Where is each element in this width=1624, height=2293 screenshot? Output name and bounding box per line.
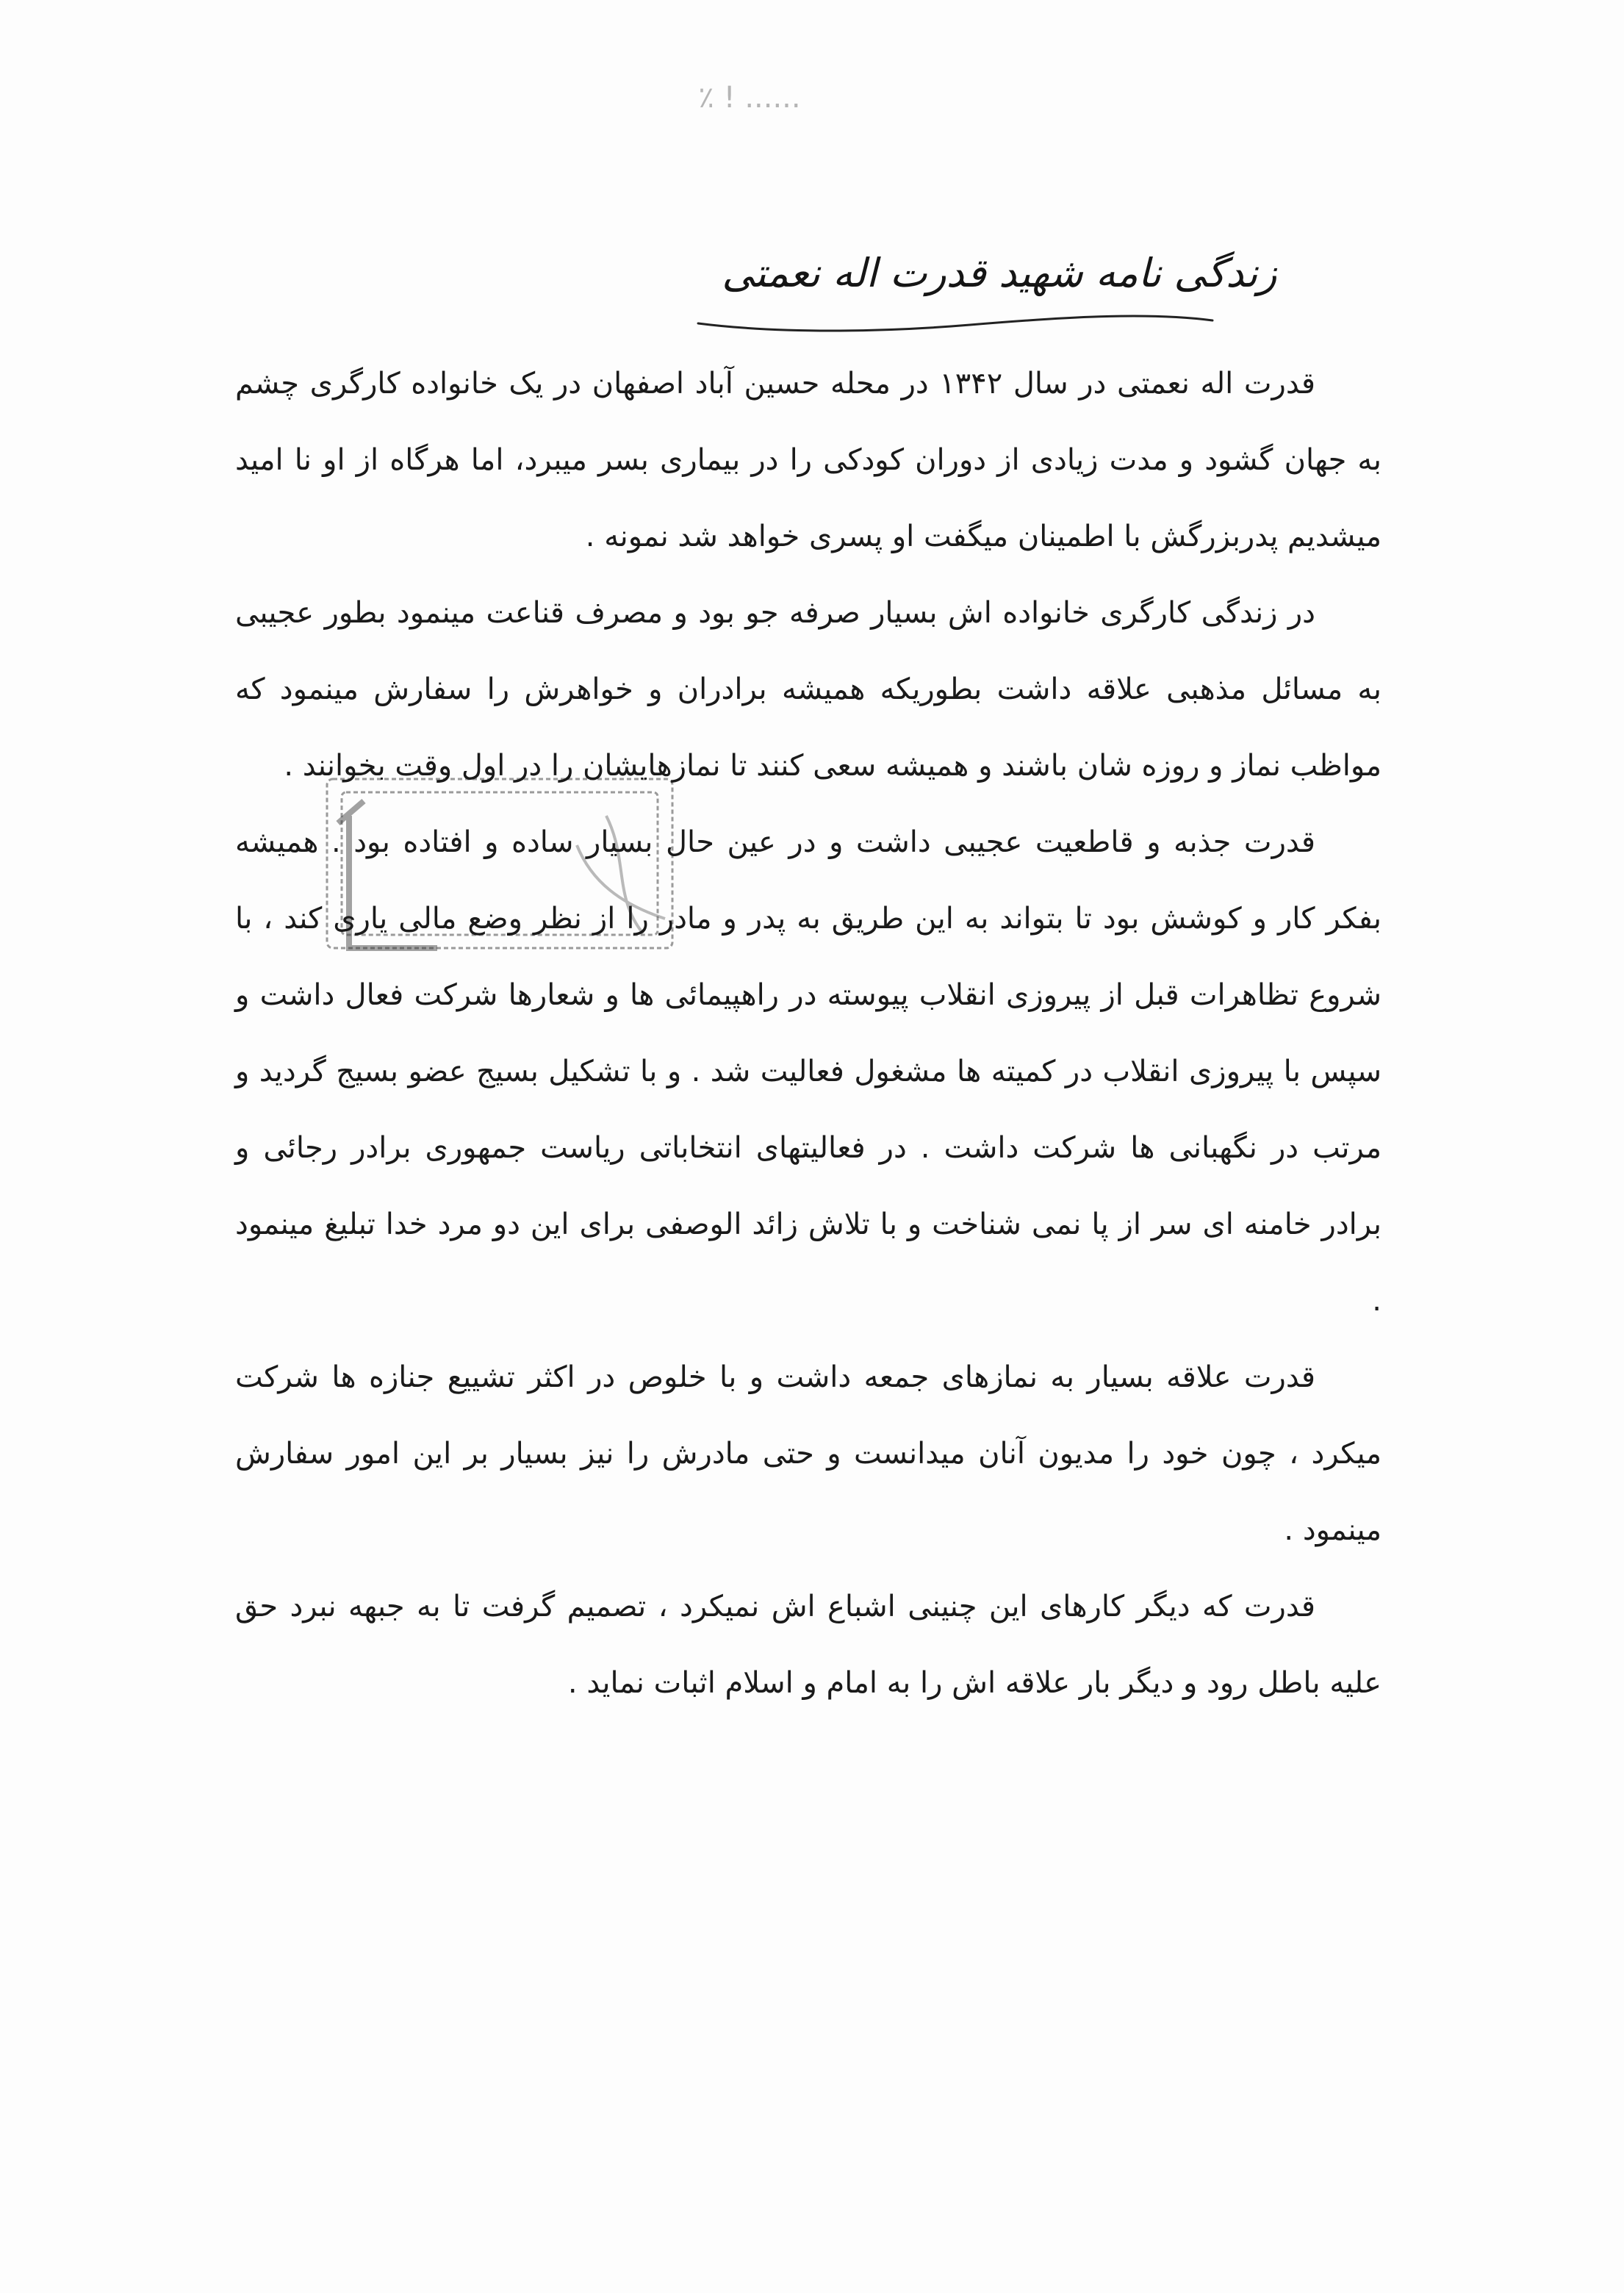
title-flourish	[691, 307, 1220, 337]
paragraph-1: قدرت اله نعمتی در سال ۱۳۴۲ در محله حسین آباد اصفهان در یک خانواده کارگری چشم به جهان گشود و مدت زیادی از دوران کودکی را در بیماری بسر میبرد، اما هرگاه از او نا امید میشدیم پدربزرگش با اطمینان میگفت او پسری خواهد شد نمونه .	[235, 367, 1382, 553]
paragraph-5: قدرت که دیگر کارهای این چنینی اشباع اش نمیکرد ، تصمیم گرفت تا به جبهه نبرد حق علیه باطل رود و دیگر بار علاقه اش را به امام و اسلام اثبات نماید .	[235, 1590, 1382, 1700]
document-body	[235, 345, 1382, 1721]
document-title: زندگی نامه شهید قدرت اله نعمتی	[722, 250, 1277, 296]
paragraph-4: قدرت علاقه بسیار به نمازهای جمعه داشت و با خلوص در اکثر تشییع جنازه ها شرکت میکرد ، چون خود را مدیون آنان میدانست و حتی مادرش را نیز بسیار بر این امور سفارش مینمود .	[235, 1360, 1382, 1547]
paragraph-2: در زندگی کارگری خانواده اش بسیار صرفه جو بود و مصرف قناعت مینمود بطور عجیبی به مسائل مذهبی علاقه داشت بطوریکه همیشه برادران و خواهرش را سفارش مینمود که مواظب نماز و روزه شان باشند و همیشه سعی کنند تا نمازهایشان را در اول وقت بخوانند .	[235, 596, 1382, 783]
paragraph-3: قدرت جذبه و قاطعیت عجیبی داشت و در عین حال بسیار ساده و افتاده بود . همیشه بفکر کار و کوشش بود تا بتواند به این طریق به پدر و مادر را از نظر وضع مالی یاری کند ، با شروع تظاهرات قبل از پیروزی انقلاب پیوسته در راهپیمائی ها و شعارها شرکت فعال داشت و سپس با پیروزی انقلاب در کمیته ها مشغول فعالیت شد . و با تشکیل بسیج عضو بسیج گردید و مرتب در نگهبانی ها شرکت داشت . در فعالیتهای انتخاباتی ریاست جمهوری برادر رجائی و برادر خامنه ای سر از پا نمی شناخت و با تلاش زائد الوصفی برای این دو مرد خدا تبلیغ مینمود .	[235, 825, 1382, 1318]
header-mark: ...... ! ٪	[698, 81, 801, 115]
